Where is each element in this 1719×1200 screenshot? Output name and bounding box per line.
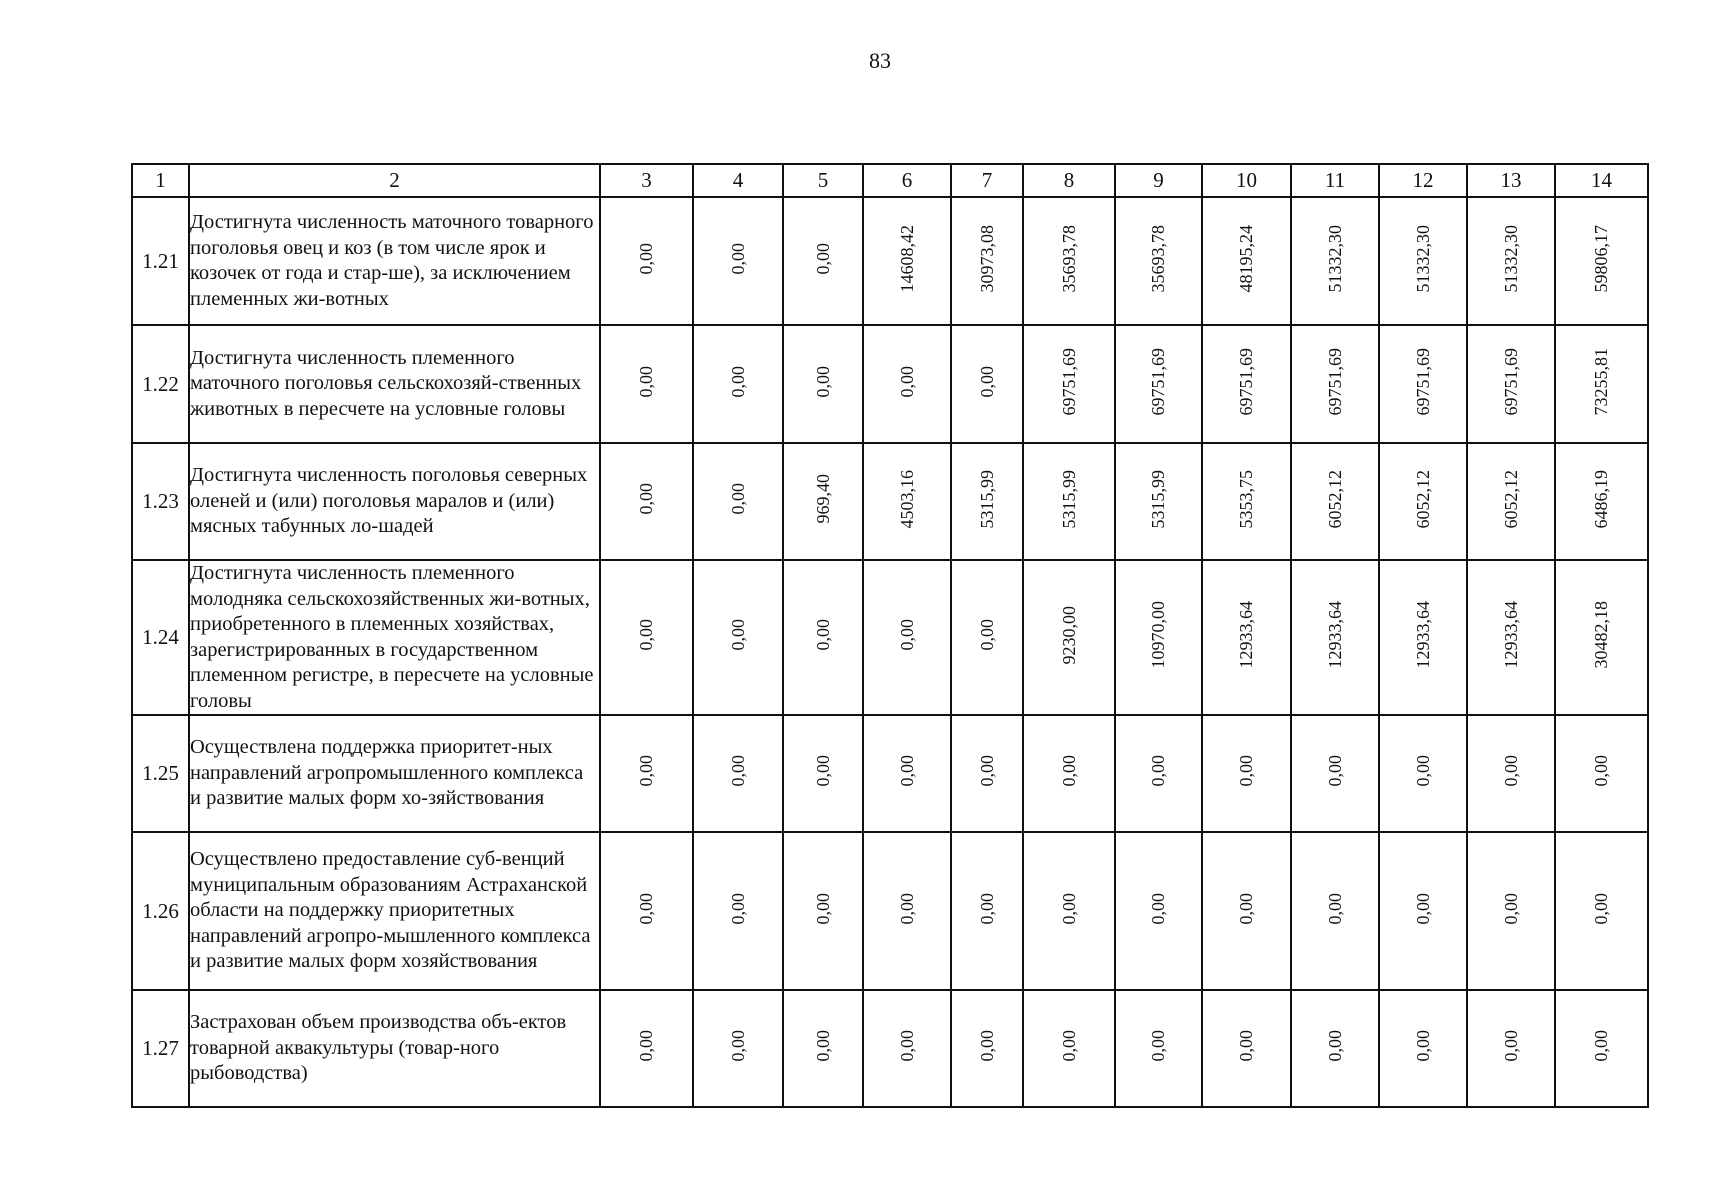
value-cell	[1115, 990, 1202, 1107]
cell-value: 0,00	[812, 365, 833, 398]
cell-value: 51332,30	[1412, 224, 1433, 293]
cell-value: 0,00	[812, 619, 833, 651]
cell-value: 0,00	[636, 892, 656, 925]
cell-value: 69751,69	[1148, 347, 1168, 416]
cell-value: 0,00	[812, 755, 833, 787]
value-cell	[783, 715, 863, 832]
row-description: Осуществлена поддержка приоритет-ных направлений агропромышленного комплекса и развитие малых форм хо-зяйствования	[189, 715, 600, 832]
value-cell	[1467, 443, 1555, 560]
value-cell	[1379, 443, 1467, 560]
table-row	[132, 443, 1648, 560]
value-cell	[1291, 197, 1379, 325]
cell-value: 48195,24	[1236, 224, 1256, 293]
value-cell	[783, 325, 863, 443]
cell-value: 0,00	[896, 619, 917, 651]
value-cell	[1291, 443, 1379, 560]
value-cell	[1023, 443, 1115, 560]
value-cell	[1467, 990, 1555, 1107]
cell-value: 0,00	[1236, 1030, 1256, 1062]
value-cell	[1202, 443, 1291, 560]
cell-value: 0,00	[1500, 1030, 1521, 1062]
value-cell	[1291, 715, 1379, 832]
cell-value: 12933,64	[1324, 601, 1345, 669]
row-description: Достигнута численность маточного товарного поголовья овец и коз (в том числе ярок и козочек от года и стар-ше), за исключением племенных жи-вотных	[189, 197, 600, 325]
row-number: 1.23	[132, 443, 189, 560]
value-cell	[783, 443, 863, 560]
cell-value: 0,00	[812, 1030, 833, 1062]
cell-value: 0,00	[1324, 892, 1345, 925]
cell-value: 5315,99	[1058, 469, 1079, 529]
value-cell	[783, 832, 863, 990]
cell-value: 0,00	[1058, 1030, 1079, 1062]
table-row	[132, 832, 1648, 990]
value-cell	[1023, 197, 1115, 325]
cell-value: 0,00	[727, 892, 748, 925]
value-cell	[1202, 715, 1291, 832]
value-cell	[693, 325, 783, 443]
page-number: 83	[869, 48, 891, 73]
column-header: 6	[863, 164, 951, 197]
value-cell	[693, 832, 783, 990]
column-header: 10	[1202, 164, 1291, 197]
cell-value: 9230,00	[1058, 605, 1079, 665]
column-header: 7	[951, 164, 1023, 197]
table-row	[132, 197, 1648, 325]
column-header: 1	[132, 164, 189, 197]
value-cell	[1202, 832, 1291, 990]
cell-value: 0,00	[727, 619, 748, 651]
value-cell	[1467, 715, 1555, 832]
cell-value: 0,00	[1500, 892, 1521, 925]
cell-value: 0,00	[1148, 892, 1168, 925]
cell-value: 0,00	[1412, 1030, 1433, 1062]
cell-value: 0,00	[976, 619, 997, 651]
cell-value: 0,00	[976, 1030, 997, 1062]
cell-value: 0,00	[896, 365, 917, 398]
row-description: Осуществлено предоставление суб-венций муниципальным образованиям Астраханской области на поддержку приоритетных направлений агропро-мышленного комплекса и развитие малых форм хозяйствования	[189, 832, 600, 990]
value-cell	[1291, 560, 1379, 715]
value-cell	[863, 325, 951, 443]
table-row	[132, 715, 1648, 832]
cell-value: 0,00	[976, 755, 997, 787]
cell-value: 5315,99	[1148, 469, 1168, 529]
cell-value: 0,00	[1500, 755, 1521, 787]
value-cell	[693, 197, 783, 325]
table-row	[132, 560, 1648, 715]
cell-value: 69751,69	[1058, 347, 1079, 416]
value-cell	[1023, 832, 1115, 990]
column-header: 14	[1555, 164, 1648, 197]
value-cell	[1555, 990, 1648, 1107]
cell-value: 0,00	[1058, 755, 1079, 787]
cell-value: 0,00	[636, 365, 656, 398]
row-number: 1.22	[132, 325, 189, 443]
value-cell	[693, 560, 783, 715]
header-row	[132, 164, 1648, 197]
cell-value: 0,00	[1058, 892, 1079, 925]
column-header: 3	[600, 164, 693, 197]
value-cell	[863, 443, 951, 560]
cell-value: 0,00	[1591, 755, 1611, 787]
value-cell	[1115, 443, 1202, 560]
value-cell	[600, 560, 693, 715]
value-cell	[1115, 715, 1202, 832]
value-cell	[951, 832, 1023, 990]
value-cell	[1555, 832, 1648, 990]
cell-value: 0,00	[1324, 1030, 1345, 1062]
cell-value: 30973,08	[976, 224, 997, 293]
cell-value: 6052,12	[1412, 469, 1433, 529]
cell-value: 0,00	[727, 242, 748, 275]
row-number: 1.25	[132, 715, 189, 832]
value-cell	[863, 197, 951, 325]
value-cell	[1115, 197, 1202, 325]
value-cell	[600, 715, 693, 832]
cell-value: 0,00	[1591, 1030, 1611, 1062]
cell-value: 10970,00	[1148, 601, 1168, 669]
cell-value: 0,00	[636, 483, 656, 515]
cell-value: 0,00	[1236, 755, 1256, 787]
value-cell	[693, 443, 783, 560]
cell-value: 0,00	[1324, 755, 1345, 787]
cell-value: 51332,30	[1500, 224, 1521, 293]
cell-value: 0,00	[636, 619, 656, 651]
value-cell	[783, 197, 863, 325]
value-cell	[951, 443, 1023, 560]
cell-value: 12933,64	[1236, 601, 1256, 669]
row-number: 1.26	[132, 832, 189, 990]
value-cell	[1291, 990, 1379, 1107]
cell-value: 5353,75	[1236, 469, 1256, 529]
value-cell	[1379, 325, 1467, 443]
cell-value: 0,00	[727, 755, 748, 787]
value-cell	[951, 990, 1023, 1107]
row-description: Достигнута численность племенного маточного поголовья сельскохозяй-ственных животных в пересчете на условные головы	[189, 325, 600, 443]
value-cell	[1115, 325, 1202, 443]
cell-value: 14608,42	[896, 224, 917, 293]
value-cell	[600, 832, 693, 990]
cell-value: 69751,69	[1500, 347, 1521, 416]
cell-value: 0,00	[636, 242, 656, 275]
table-row	[132, 325, 1648, 443]
value-cell	[863, 832, 951, 990]
cell-value: 30482,18	[1591, 601, 1611, 669]
value-cell	[1555, 560, 1648, 715]
value-cell	[1202, 325, 1291, 443]
value-cell	[1379, 197, 1467, 325]
cell-value: 6486,19	[1591, 469, 1611, 529]
cell-value: 69751,69	[1324, 347, 1345, 416]
row-number: 1.24	[132, 560, 189, 715]
cell-value: 35693,78	[1058, 224, 1079, 293]
cell-value: 59806,17	[1591, 224, 1611, 293]
cell-value: 0,00	[636, 1030, 656, 1062]
value-cell	[951, 325, 1023, 443]
value-cell	[600, 325, 693, 443]
column-header: 9	[1115, 164, 1202, 197]
value-cell	[1115, 832, 1202, 990]
value-cell	[1202, 560, 1291, 715]
column-header: 2	[189, 164, 600, 197]
cell-value: 0,00	[727, 483, 748, 515]
cell-value: 0,00	[896, 755, 917, 787]
value-cell	[1023, 325, 1115, 443]
cell-value: 0,00	[1148, 755, 1168, 787]
value-cell	[1379, 832, 1467, 990]
cell-value: 4503,16	[896, 469, 917, 529]
cell-value: 0,00	[636, 755, 656, 787]
value-cell	[1555, 325, 1648, 443]
value-cell	[1379, 990, 1467, 1107]
cell-value: 5315,99	[976, 469, 997, 529]
data-table	[131, 163, 1649, 1108]
row-description: Достигнута численность поголовья северных оленей и (или) поголовья маралов и (или) мясных табунных ло-шадей	[189, 443, 600, 560]
cell-value: 35693,78	[1148, 224, 1168, 293]
cell-value: 6052,12	[1500, 469, 1521, 529]
value-cell	[951, 197, 1023, 325]
value-cell	[1555, 197, 1648, 325]
value-cell	[1467, 560, 1555, 715]
value-cell	[1467, 325, 1555, 443]
value-cell	[1467, 197, 1555, 325]
cell-value: 0,00	[896, 1030, 917, 1062]
cell-value: 0,00	[1236, 892, 1256, 925]
cell-value: 0,00	[896, 892, 917, 925]
cell-value: 0,00	[1412, 892, 1433, 925]
value-cell	[693, 715, 783, 832]
cell-value: 6052,12	[1324, 469, 1345, 529]
cell-value: 0,00	[976, 365, 997, 398]
value-cell	[1467, 832, 1555, 990]
cell-value: 51332,30	[1324, 224, 1345, 293]
value-cell	[1202, 990, 1291, 1107]
column-header: 12	[1379, 164, 1467, 197]
cell-value: 12933,64	[1500, 601, 1521, 669]
table-row	[132, 990, 1648, 1107]
value-cell	[1202, 197, 1291, 325]
value-cell	[1379, 715, 1467, 832]
row-description: Застрахован объем производства объ-ектов товарной аквакультуры (товар-ного рыбоводства)	[189, 990, 600, 1107]
cell-value: 0,00	[812, 242, 833, 275]
value-cell	[1555, 443, 1648, 560]
cell-value: 0,00	[1148, 1030, 1168, 1062]
value-cell	[1023, 990, 1115, 1107]
row-number: 1.27	[132, 990, 189, 1107]
value-cell	[693, 990, 783, 1107]
row-number: 1.21	[132, 197, 189, 325]
column-header: 8	[1023, 164, 1115, 197]
value-cell	[951, 560, 1023, 715]
value-cell	[1023, 715, 1115, 832]
value-cell	[1291, 832, 1379, 990]
cell-value: 0,00	[1412, 755, 1433, 787]
value-cell	[1291, 325, 1379, 443]
column-header: 13	[1467, 164, 1555, 197]
cell-value: 73255,81	[1591, 347, 1611, 416]
cell-value: 0,00	[812, 892, 833, 925]
cell-value: 0,00	[1591, 892, 1611, 925]
cell-value: 0,00	[976, 892, 997, 925]
value-cell	[1379, 560, 1467, 715]
value-cell	[600, 990, 693, 1107]
cell-value: 969,40	[812, 474, 833, 524]
value-cell	[1115, 560, 1202, 715]
value-cell	[1555, 715, 1648, 832]
value-cell	[600, 197, 693, 325]
cell-value: 69751,69	[1412, 347, 1433, 416]
cell-value: 12933,64	[1412, 601, 1433, 669]
column-header: 5	[783, 164, 863, 197]
value-cell	[951, 715, 1023, 832]
cell-value: 69751,69	[1236, 347, 1256, 416]
value-cell	[863, 715, 951, 832]
value-cell	[863, 990, 951, 1107]
value-cell	[863, 560, 951, 715]
column-header: 11	[1291, 164, 1379, 197]
cell-value: 0,00	[727, 365, 748, 398]
column-header: 4	[693, 164, 783, 197]
cell-value: 0,00	[727, 1030, 748, 1062]
row-description: Достигнута численность племенного молодняка сельскохозяйственных жи-вотных, приобретенного в племенных хозяйствах, зарегистрированных в государственном племенном регистре, в пересчете на условные головы	[189, 560, 600, 715]
value-cell	[600, 443, 693, 560]
value-cell	[783, 990, 863, 1107]
value-cell	[783, 560, 863, 715]
value-cell	[1023, 560, 1115, 715]
